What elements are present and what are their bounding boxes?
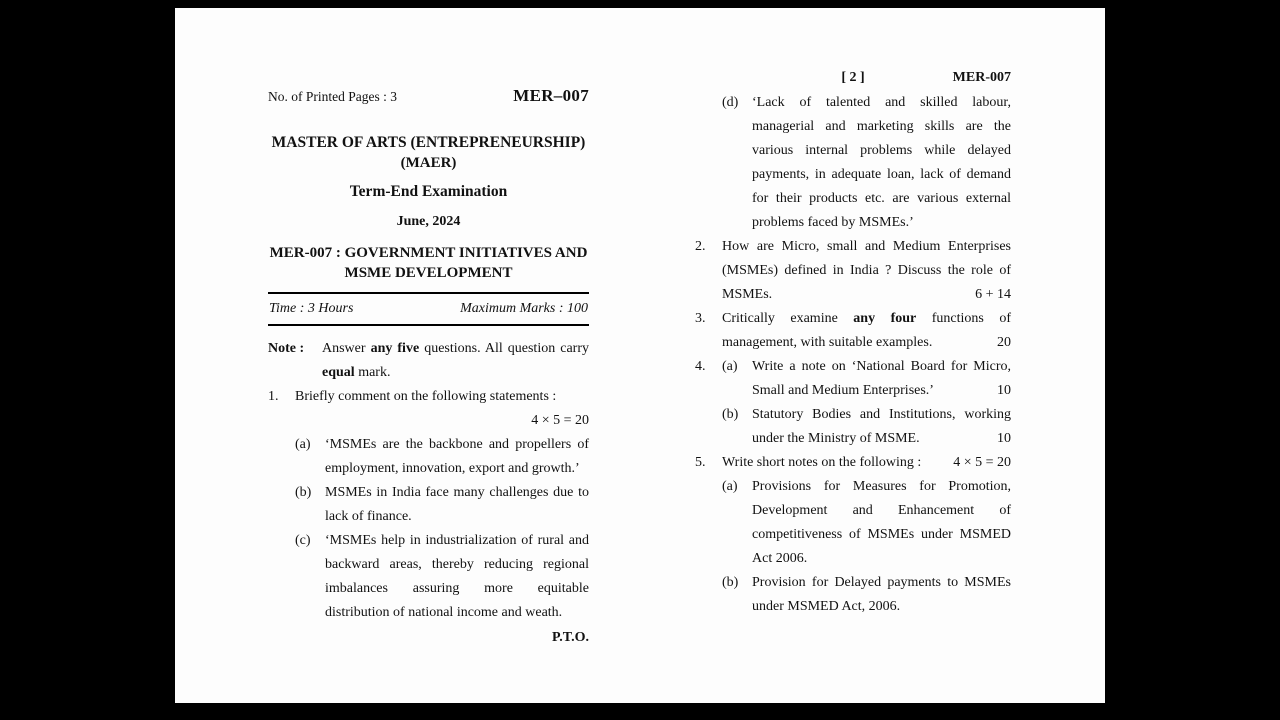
item-text [752,403,1011,451]
page-1-header [268,84,589,109]
question-1-item-c [295,529,589,625]
degree-title: MASTER OF ARTS (ENTREPRENEURSHIP) [271,134,586,151]
question-bold: any four [853,311,917,326]
note-run: Answer [322,341,371,356]
course-title [268,243,589,283]
question-number: 2. [695,239,706,254]
question-5-item-a [722,475,1011,571]
item-run: Write a note on ‘National Board for Micro, Small and Medium Enterprises.’ [752,359,1011,398]
question-2 [695,235,1011,307]
question-5 [695,451,1011,475]
question-run: How are Micro, small and Medium Enterprises (MSMEs) defined in India ? Discuss the role of MSMEs. [722,239,1011,302]
paper-code: MER–007 [513,86,589,105]
question-text [722,451,1011,475]
time-allowed: Time : 3 Hours [269,301,354,316]
exam-paper-scan [175,8,1105,703]
question-4-items [722,355,1011,451]
question-1 [268,385,589,409]
item-marks: 10 [997,383,1011,398]
item-text: ‘Lack of talented and skilled labour, managerial and marketing skills are the various internal problems while delayed payments, in adequate loan, lack of demand for their products etc. are various external problems faced by MSMEs.’ [752,95,1011,230]
paper-code: MER-007 [952,70,1011,85]
question-run: Write short notes on the following : [722,455,922,470]
question-4-item-b [722,403,1011,451]
item-run: Statutory Bodies and Institutions, working under the Ministry of MSME. [752,407,1011,446]
question-text: Briefly comment on the following statements : [295,389,557,404]
question-run: functions of management, with suitable examples. [722,311,1012,350]
item-text: ‘MSMEs help in industrialization of rural and backward areas, thereby reducing regional imbalances assuring more equitable distribution of national income and weath. [325,533,589,620]
exam-type: Term-End Examination [349,183,508,200]
question-run: Critically examine [722,311,854,326]
note-bold: any five [370,341,420,356]
note-run: questions. All question carry [419,341,589,356]
question-number: 5. [695,455,706,470]
item-label: (d) [722,95,739,110]
question-1-item-d [722,91,1011,235]
item-marks: 10 [997,431,1011,446]
item-label: (a) [722,479,738,494]
question-number: 4. [695,359,706,374]
page-number: [ 2 ] [841,70,865,85]
question-4-item-a [722,355,1011,403]
item-label: (c) [295,533,311,548]
exam-date: June, 2024 [396,214,461,229]
maximum-marks: Maximum Marks : 100 [460,301,588,316]
question-4 [695,355,1011,451]
page-2-header [695,66,1011,90]
item-text: Provisions for Measures for Promotion, Development and Enhancement of competitiveness of MSMEs under MSMED Act 2006. [752,479,1011,566]
note-block [268,337,589,385]
question-1-marks: 4 × 5 = 20 [531,413,589,428]
item-label: (b) [722,407,739,422]
course-title-line-2: MSME DEVELOPMENT [344,265,513,281]
question-1-item-b [295,481,589,529]
question-number: 1. [268,389,279,404]
question-marks: 4 × 5 = 20 [953,455,1011,470]
page-2-column [695,66,1011,619]
question-marks: 20 [997,335,1011,350]
note-bold: equal [322,365,355,380]
question-1-item-a [295,433,589,481]
item-label: (b) [722,575,739,590]
question-5-item-b [722,571,1011,619]
question-text [722,307,1011,355]
question-text [722,235,1011,307]
item-label: (b) [295,485,312,500]
item-label: (a) [722,359,738,374]
pto-marker: P.T.O. [552,630,589,645]
item-text: MSMEs in India face many challenges due to lack of finance. [325,485,589,524]
course-title-line-1: MER-007 : GOVERNMENT INITIATIVES AND [269,245,588,261]
page-1-column [268,84,589,650]
time-marks-row [268,292,589,326]
note-text [322,337,589,385]
question-number: 3. [695,311,706,326]
item-label: (a) [295,437,311,452]
item-text: ‘MSMEs are the backbone and propellers of employment, innovation, export and growth.’ [325,437,589,476]
degree-abbreviation: (MAER) [400,155,457,171]
printed-pages-note: No. of Printed Pages : 3 [268,89,397,104]
note-run: mark. [354,365,391,380]
item-text: Provision for Delayed payments to MSMEs under MSMED Act, 2006. [752,575,1011,614]
note-label: Note : [268,341,305,356]
question-marks: 6 + 14 [975,287,1011,302]
item-text [752,355,1011,403]
question-3 [695,307,1011,355]
